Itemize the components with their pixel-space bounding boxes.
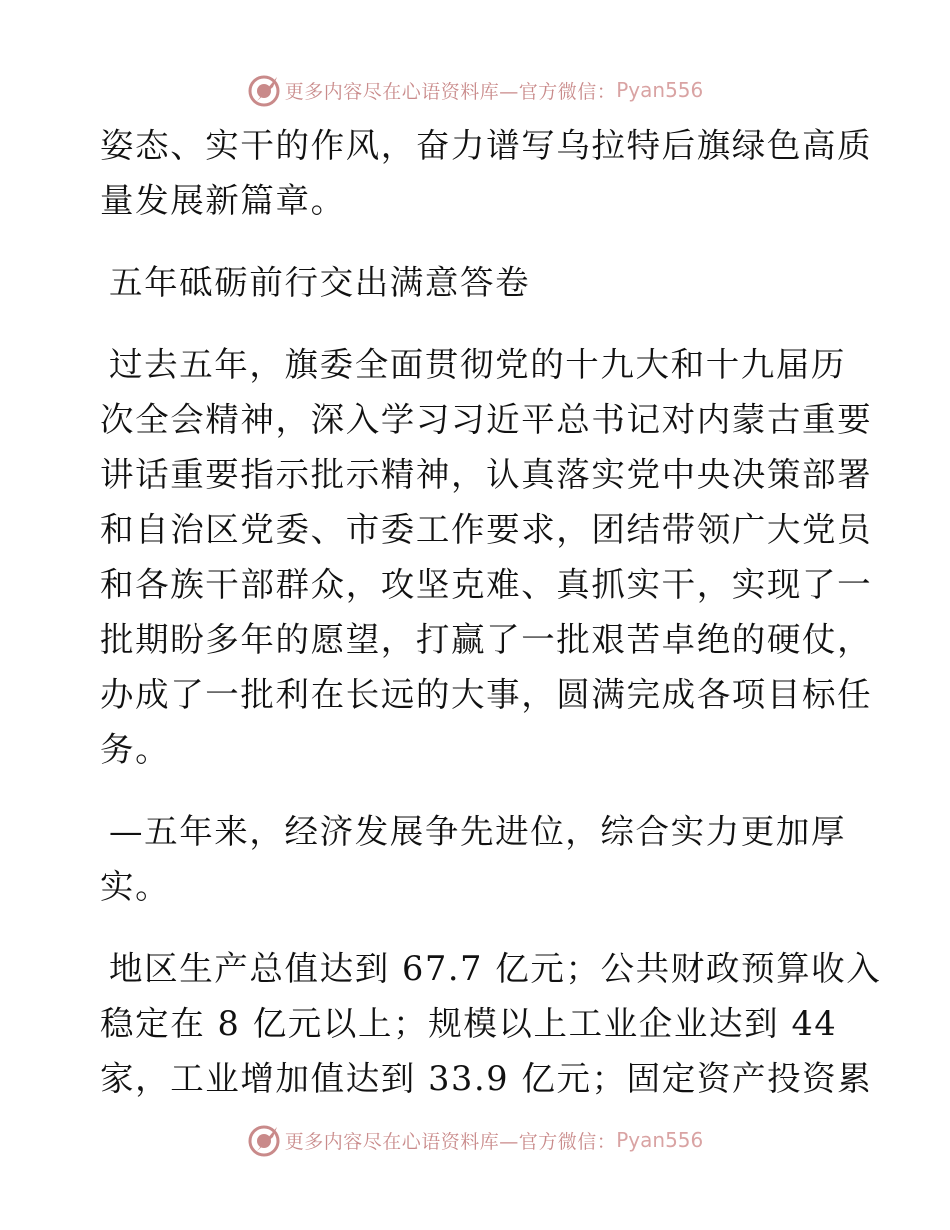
text-line: 量发展新篇章。: [100, 181, 346, 220]
text-line: 和自治区党委、市委工作要求，团结带领广大党员: [100, 510, 873, 549]
text-line: 批期盼多年的愿望，打赢了一批艰苦卓绝的硬仗，: [100, 620, 873, 659]
text-line: 地区生产总值达到 67.7 亿元；公共财政预算收入: [109, 949, 882, 988]
text-line: 稳定在 8 亿元以上；规模以上工业企业达到 44: [100, 1004, 838, 1043]
watermark-account: Pyan556: [616, 1128, 704, 1152]
quill-logo-icon: [247, 1123, 281, 1157]
watermark-text: 更多内容尽在心语资料库—官方微信：: [284, 1130, 617, 1153]
text-line: —五年来，经济发展争先进位，综合实力更加厚: [109, 812, 847, 851]
watermark-text: 更多内容尽在心语资料库—官方微信：: [284, 80, 617, 103]
text-line: 实。: [100, 867, 171, 906]
text-line: 办成了一批利在长远的大事，圆满完成各项目标任: [100, 675, 873, 714]
text-line: 务。: [100, 730, 171, 769]
footer-watermark: [0, 1120, 950, 1160]
text-line: 姿态、实干的作风，奋力谱写乌拉特后旗绿色高质: [100, 126, 873, 165]
text-line: 和各族干部群众，攻坚克难、真抓实干，实现了一: [100, 565, 873, 604]
text-line: 过去五年，旗委全面贯彻党的十九大和十九届历: [109, 345, 847, 384]
text-line: 讲话重要指示批示精神，认真落实党中央决策部署: [100, 455, 873, 494]
quill-logo-icon: [247, 73, 281, 107]
text-line: 家，工业增加值达到 33.9 亿元；固定资产投资累: [100, 1059, 873, 1098]
body-text: [100, 118, 882, 1106]
header-watermark: [0, 70, 950, 110]
text-line: 次全会精神，深入学习习近平总书记对内蒙古重要: [100, 400, 873, 439]
section-heading: 五年砥砺前行交出满意答卷: [109, 263, 531, 302]
watermark-account: Pyan556: [616, 78, 704, 102]
